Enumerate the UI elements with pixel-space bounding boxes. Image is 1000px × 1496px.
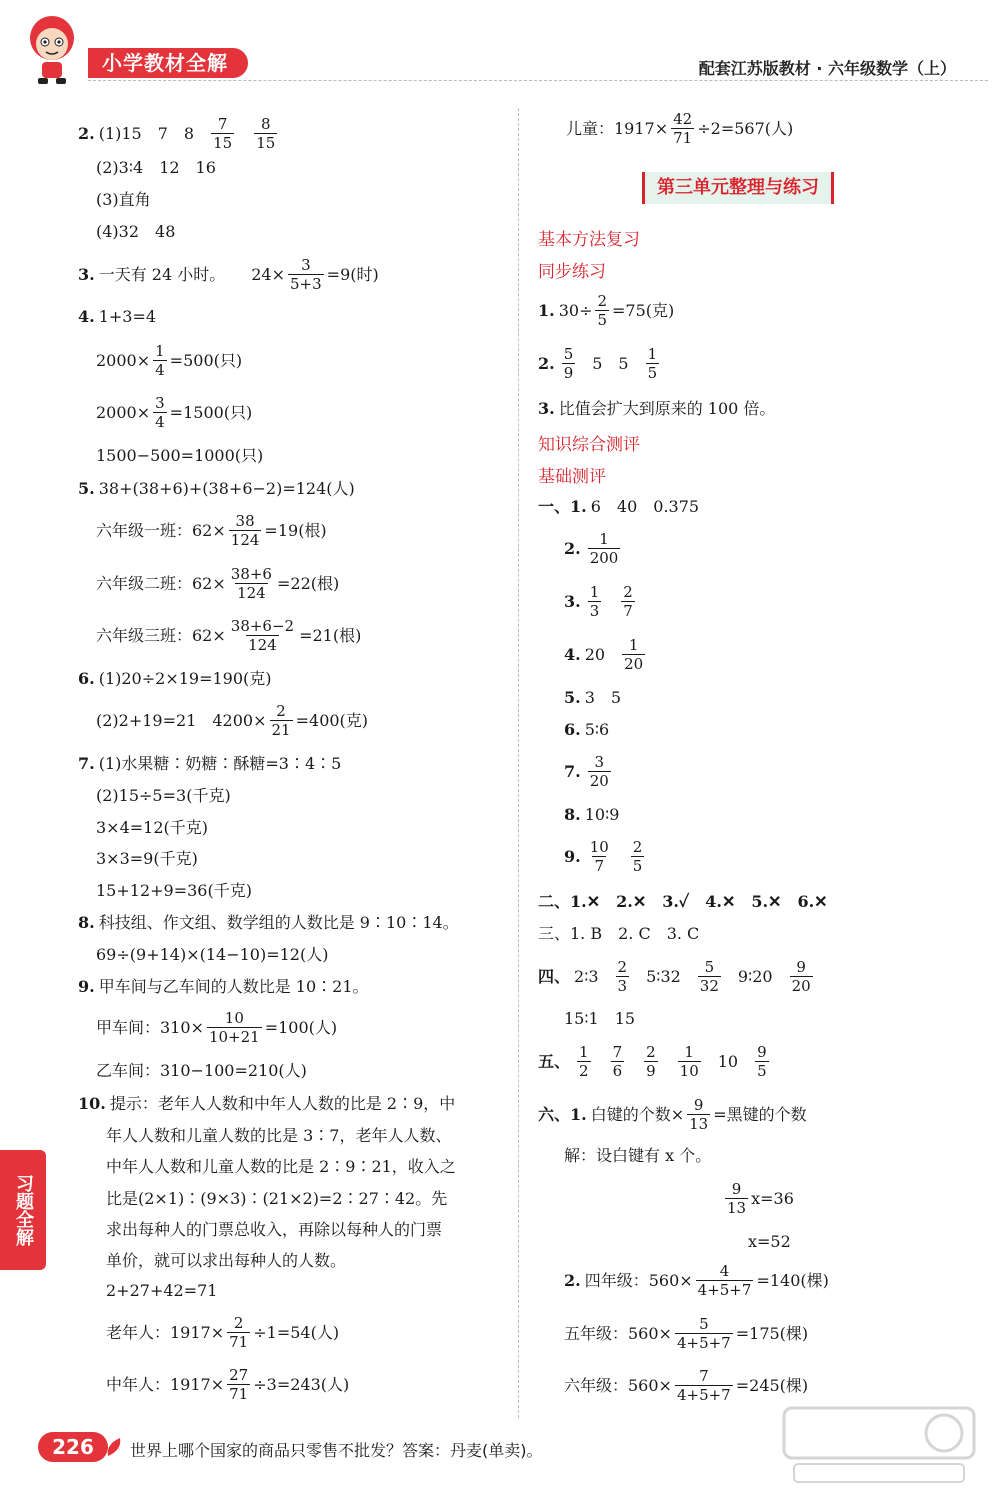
fraction: $\frac{27}{71}$ (229, 1366, 249, 1403)
fraction: $\frac{2}{7}$ (623, 583, 633, 620)
answer-line: 2. (1)15 7 8 $\frac{7}{15}$ $\frac{8}{15}$ (78, 115, 276, 152)
leaf-icon (104, 1436, 124, 1458)
answer-line: 四、 2∶3 $\frac{2}{3}$ 5∶32 $\frac{5}{32}$ 9∶20 $\frac{9}{20}$ (538, 958, 811, 995)
fraction: $\frac{2}{5}$ (632, 838, 643, 875)
answer-line: (2)3∶4 12 16 (96, 158, 216, 177)
section-heading: 知识综合测评 (538, 435, 640, 455)
fraction: $\frac{1}{200}$ (589, 530, 619, 567)
fraction: $\frac{2}{3}$ (617, 958, 628, 995)
answer-line: 3. $\frac{1}{3}$ $\frac{2}{7}$ (564, 583, 633, 620)
fraction: $\frac{2}{5}$ (597, 292, 608, 329)
page-number: 226 (38, 1432, 108, 1462)
answer-line: 2+27+42=71 (106, 1281, 218, 1300)
answer-line: 二、1.✕ 2.✕ 3.✓ 4.✕ 5.✕ 6.✕ (538, 892, 828, 911)
answer-line: 2000× $\frac{3}{4}$ =1500(只) (96, 394, 253, 431)
fraction: $\frac{5}{32}$ (699, 958, 719, 995)
answer-line: 求出每种人的门票总收入，再除以每种人的门票 (106, 1220, 443, 1239)
book-title: 配套江苏版教材 · 六年级数学（上） (698, 59, 956, 78)
answer-line: 15∶1 15 (564, 1009, 636, 1028)
fraction: $\frac{3}{5+3}$ (290, 256, 322, 293)
fraction: $\frac{9}{20}$ (791, 958, 811, 995)
answer-line: (4)32 48 (96, 222, 176, 241)
fraction: $\frac{2}{71}$ (229, 1314, 249, 1351)
answer-line: 2000× $\frac{1}{4}$ =500(只) (96, 342, 243, 379)
fraction: $\frac{1}{5}$ (647, 345, 658, 382)
fraction: $\frac{9}{13}$ (727, 1180, 747, 1217)
answer-line: 单价，就可以求出每种人的人数。 (106, 1251, 347, 1270)
fraction: $\frac{3}{4}$ (155, 394, 165, 431)
answer-line: 六年级一班：62× $\frac{38}{124}$ =19(根) (96, 512, 327, 549)
answer-line: 5. 38+(38+6)+(38+6−2)=124(人) (78, 479, 355, 498)
answer-line: 10. 提示：老年人人数和中年人人数的比是 2∶9，中 (78, 1094, 456, 1113)
answer-line: 15+12+9=36(千克) (96, 881, 252, 900)
answer-line: 年人人数和儿童人数的比是 3∶7，老年人人数、 (106, 1126, 452, 1145)
answer-line: 6. 5∶6 (564, 720, 610, 739)
answer-line: 9. 甲车间与乙车间的人数比是 10∶21。 (78, 977, 369, 996)
fraction: $\frac{1}{20}$ (624, 636, 644, 673)
fraction: $\frac{2}{21}$ (271, 702, 291, 739)
fraction: $\frac{1}{3}$ (589, 583, 600, 620)
answer-line: 4. 1+3=4 (78, 307, 157, 326)
answer-line: 5. 3 5 (564, 688, 622, 707)
answer-line: $\frac{9}{13}$ x=36 (727, 1180, 794, 1217)
fraction: $\frac{1}{2}$ (579, 1043, 589, 1080)
fraction: $\frac{2}{9}$ (646, 1043, 656, 1080)
answer-line: 一、1. 6 40 0.375 (538, 497, 700, 516)
answer-line: 1. 30÷ $\frac{2}{5}$ =75(克) (538, 292, 675, 329)
column-divider (518, 108, 519, 1418)
fraction: $\frac{7}{4+5+7}$ (676, 1367, 731, 1404)
answer-line: 中年人人数和儿童人数的比是 2∶9∶21，收入之 (106, 1157, 456, 1176)
section-heading: 同步练习 (538, 262, 606, 282)
answer-line: 2. $\frac{5}{9}$ 5 5 $\frac{1}{5}$ (538, 345, 658, 382)
fraction: $\frac{8}{15}$ (256, 115, 276, 152)
answer-line: x=52 (748, 1232, 791, 1251)
page-header (0, 0, 1000, 96)
fraction: $\frac{42}{71}$ (673, 110, 693, 147)
section-heading: 基本方法复习 (538, 230, 640, 250)
answer-line: 3×4=12(千克) (96, 818, 209, 837)
answer-line: 8. 10∶9 (564, 805, 620, 824)
answer-line: 3. 比值会扩大到原来的 100 倍。 (538, 399, 776, 418)
side-tab-label: 习题全解 (0, 1150, 46, 1270)
answer-line: 3×3=9(千克) (96, 849, 198, 868)
fraction: $\frac{1}{10}$ (679, 1043, 699, 1080)
answer-line: 比是(2×1)∶(9×3)∶(21×2)=2∶27∶42。先 (106, 1189, 448, 1208)
answer-line: 2. 四年级：560× $\frac{4}{4+5+7}$ =140(棵) (564, 1262, 829, 1299)
answer-line: 69÷(9+14)×(14−10)=12(人) (96, 945, 329, 964)
answer-line: 老年人：1917× $\frac{2}{71}$ ÷1=54(人) (106, 1314, 340, 1351)
answer-line: 9. $\frac{10}{7}$ $\frac{2}{5}$ (564, 838, 643, 875)
answer-line: 2. $\frac{1}{200}$ (564, 530, 619, 567)
fraction: $\frac{7}{15}$ (213, 115, 233, 152)
answer-line: 解：设白键有 x 个。 (564, 1146, 712, 1165)
answer-line: 4. 20 $\frac{1}{20}$ (564, 636, 644, 673)
answer-line: 五年级：560× $\frac{5}{4+5+7}$ =175(棵) (564, 1315, 809, 1352)
unit-title: 第三单元整理与练习 (642, 172, 834, 204)
answer-line: 甲车间：310× $\frac{10}{10+21}$ =100(人) (96, 1009, 338, 1046)
fraction: $\frac{3}{20}$ (589, 753, 609, 790)
answer-line: 7. (1)水果糖∶奶糖∶酥糖=3∶4∶5 (78, 754, 342, 773)
watermark-icon (774, 1400, 984, 1490)
fraction: $\frac{10}{7}$ (589, 838, 609, 875)
fraction: $\frac{1}{4}$ (155, 342, 165, 379)
answer-line: 中年人：1917× $\frac{27}{71}$ ÷3=243(人) (106, 1366, 350, 1403)
fraction: $\frac{38+6}{124}$ (230, 565, 272, 602)
answer-line: 五、 $\frac{1}{2}$ $\frac{7}{6}$ $\frac{2}{9}$ $\frac{1}{10}$ 10 $\frac{9}{5}$ (538, 1043, 767, 1080)
answer-line: 8. 科技组、作文组、数学组的人数比是 9∶10∶14。 (78, 913, 459, 932)
answer-line: 儿童：1917× $\frac{42}{71}$ ÷2=567(人) (566, 110, 794, 147)
answer-line: 6. (1)20÷2×19=190(克) (78, 669, 272, 688)
answer-line: (2)15÷5=3(千克) (96, 786, 231, 805)
fraction: $\frac{4}{4+5+7}$ (697, 1262, 752, 1299)
fraction: $\frac{9}{5}$ (757, 1043, 767, 1080)
answer-line: (2)2+19=21 4200× $\frac{2}{21}$ =400(克) (96, 702, 369, 739)
fraction: $\frac{5}{9}$ (563, 345, 574, 382)
answer-line: 3. 一天有 24 小时。 24× $\frac{3}{5+3}$ =9(时) (78, 256, 379, 293)
fraction: $\frac{9}{13}$ (689, 1096, 709, 1133)
mascot-logo-icon (12, 8, 92, 88)
fraction: $\frac{7}{6}$ (612, 1043, 623, 1080)
answer-line: 7. $\frac{3}{20}$ (564, 753, 609, 790)
fraction: $\frac{38}{124}$ (230, 512, 260, 549)
answer-line: (3)直角 (96, 190, 151, 209)
header-rule (88, 80, 988, 81)
brand-title: 小学教材全解 (88, 48, 248, 78)
answer-line: 六、1. 白键的个数× $\frac{9}{13}$ =黑键的个数 (538, 1096, 807, 1133)
answer-line: 三、1. B 2. C 3. C (538, 924, 700, 943)
fraction: $\frac{5}{4+5+7}$ (676, 1315, 731, 1352)
answer-line: 六年级三班：62× $\frac{38+6-2}{124}$ =21(根) (96, 617, 362, 654)
footer-riddle: 世界上哪个国家的商品只零售不批发？答案：丹麦(单卖)。 (130, 1441, 543, 1460)
answer-line: 六年级二班：62× $\frac{38+6}{124}$ =22(根) (96, 565, 340, 602)
section-heading: 基础测评 (538, 467, 606, 487)
fraction: $\frac{38+6-2}{124}$ (230, 617, 295, 654)
fraction: $\frac{10}{10+21}$ (208, 1009, 260, 1046)
answer-line: 乙车间：310−100=210(人) (96, 1061, 307, 1080)
answer-line: 1500−500=1000(只) (96, 446, 264, 465)
answer-line: 六年级：560× $\frac{7}{4+5+7}$ =245(棵) (564, 1367, 809, 1404)
